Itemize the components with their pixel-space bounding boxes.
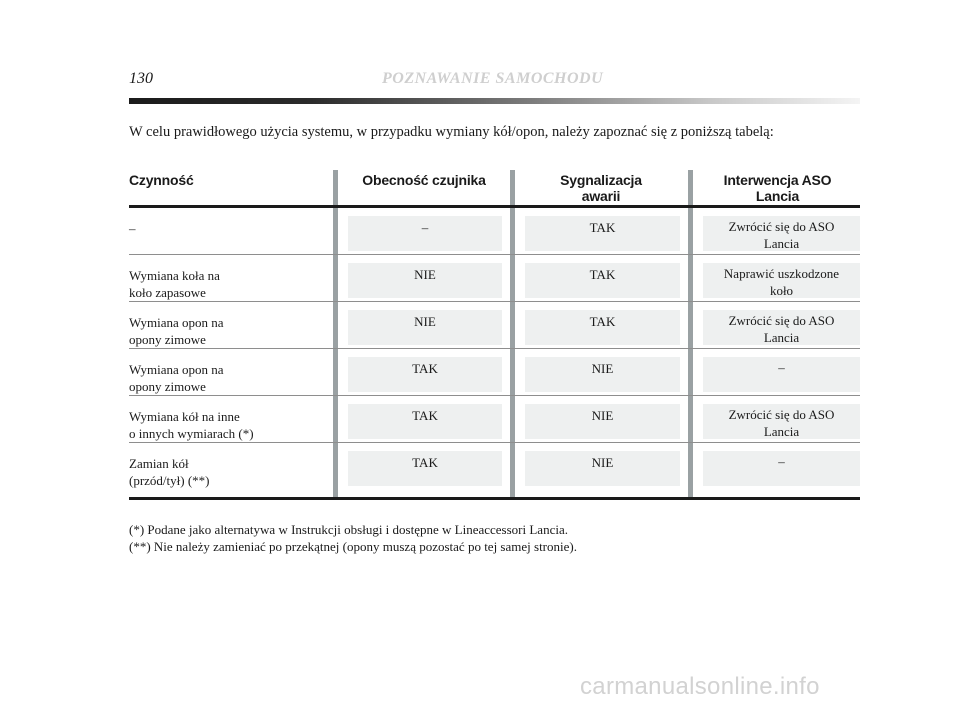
- cell-aso-line: Naprawić uszkodzone: [723, 266, 840, 281]
- table-bottom-rule: [129, 497, 860, 500]
- col-divider: [510, 170, 515, 498]
- cell-aso-line: Zwrócić się do ASO: [728, 407, 835, 422]
- header-signal: [518, 172, 684, 204]
- row-rule: [129, 254, 860, 255]
- cell-signal: TAK: [589, 267, 616, 282]
- header-sensor: Obecność czujnika: [362, 172, 486, 188]
- header-aso-line2: Lancia: [755, 188, 800, 204]
- cell-action: [129, 314, 329, 348]
- cell-action: [129, 267, 329, 301]
- cell-sensor: NIE: [414, 267, 436, 282]
- cell-signal: NIE: [591, 408, 614, 423]
- section-title: POZNAWANIE SAMOCHODU: [382, 70, 604, 87]
- header-signal-line1: Sygnalizacja: [560, 172, 642, 188]
- cell-action-line: Wymiana opon na: [129, 315, 224, 330]
- footnote: (*) Podane jako alternatywa w Instrukcji obsługi i dostępne w Lineaccessori Lancia.: [129, 522, 568, 537]
- header-rule: [129, 98, 860, 104]
- col-divider: [333, 170, 338, 498]
- cell-aso-line: koło: [769, 283, 794, 298]
- cell-action: [129, 455, 329, 489]
- cell-action: [129, 361, 329, 395]
- row-rule: [129, 442, 860, 443]
- cell-action: [129, 408, 329, 442]
- cell-aso: [703, 453, 860, 470]
- col-divider: [688, 170, 693, 498]
- footnotes: [129, 521, 869, 555]
- cell-sensor: TAK: [412, 455, 438, 470]
- cell-aso: [703, 359, 860, 376]
- cell-action-line: Wymiana koła na: [129, 268, 220, 283]
- tpms-table: [129, 168, 860, 500]
- cell-sensor: –: [421, 220, 429, 235]
- cell-sensor: TAK: [412, 361, 438, 376]
- row-rule: [129, 301, 860, 302]
- cell-aso: [703, 312, 860, 346]
- header-rule-bottom: [129, 205, 860, 208]
- cell-action-line: Wymiana opon na: [129, 362, 224, 377]
- cell-aso: [703, 218, 860, 252]
- cell-aso-line: Lancia: [763, 330, 800, 345]
- footnote: (**) Nie należy zamieniać po przekątnej (opony muszą pozostać po tej samej stronie).: [129, 539, 577, 554]
- cell-action: [129, 220, 329, 237]
- header-action: Czynność: [129, 172, 194, 188]
- watermark: carmanualsonline.info: [580, 673, 820, 700]
- cell-aso: [703, 265, 860, 299]
- cell-signal: TAK: [589, 220, 616, 235]
- header-aso: [695, 172, 860, 204]
- cell-aso: [703, 406, 860, 440]
- header-aso-line1: Interwencja ASO: [723, 172, 832, 188]
- cell-signal: NIE: [591, 455, 614, 470]
- page-number: 130: [129, 70, 153, 87]
- cell-action-line: koło zapasowe: [129, 285, 206, 300]
- cell-signal: NIE: [591, 361, 614, 376]
- cell-action-line: o innych wymiarach (*): [129, 426, 254, 441]
- cell-action-line: –: [129, 221, 136, 236]
- cell-action-line: Wymiana kół na inne: [129, 409, 240, 424]
- cell-aso-line: Lancia: [763, 236, 800, 251]
- cell-aso-line: –: [778, 454, 785, 469]
- cell-sensor: TAK: [412, 408, 438, 423]
- cell-signal: TAK: [589, 314, 616, 329]
- cell-action-line: opony zimowe: [129, 332, 206, 347]
- cell-aso-line: Zwrócić się do ASO: [728, 313, 835, 328]
- cell-action-line: Zamian kół: [129, 456, 189, 471]
- cell-aso-line: –: [778, 360, 785, 375]
- row-rule: [129, 395, 860, 396]
- header-signal-line2: awarii: [581, 188, 621, 204]
- row-rule: [129, 348, 860, 349]
- cell-aso-line: Lancia: [763, 424, 800, 439]
- cell-aso-line: Zwrócić się do ASO: [728, 219, 835, 234]
- cell-action-line: opony zimowe: [129, 379, 206, 394]
- cell-sensor: NIE: [414, 314, 436, 329]
- cell-action-line: (przód/tył) (**): [129, 473, 210, 488]
- intro-text: W celu prawidłowego użycia systemu, w przypadku wymiany kół/opon, należy zapoznać się z poniższą tabelą:: [129, 124, 774, 140]
